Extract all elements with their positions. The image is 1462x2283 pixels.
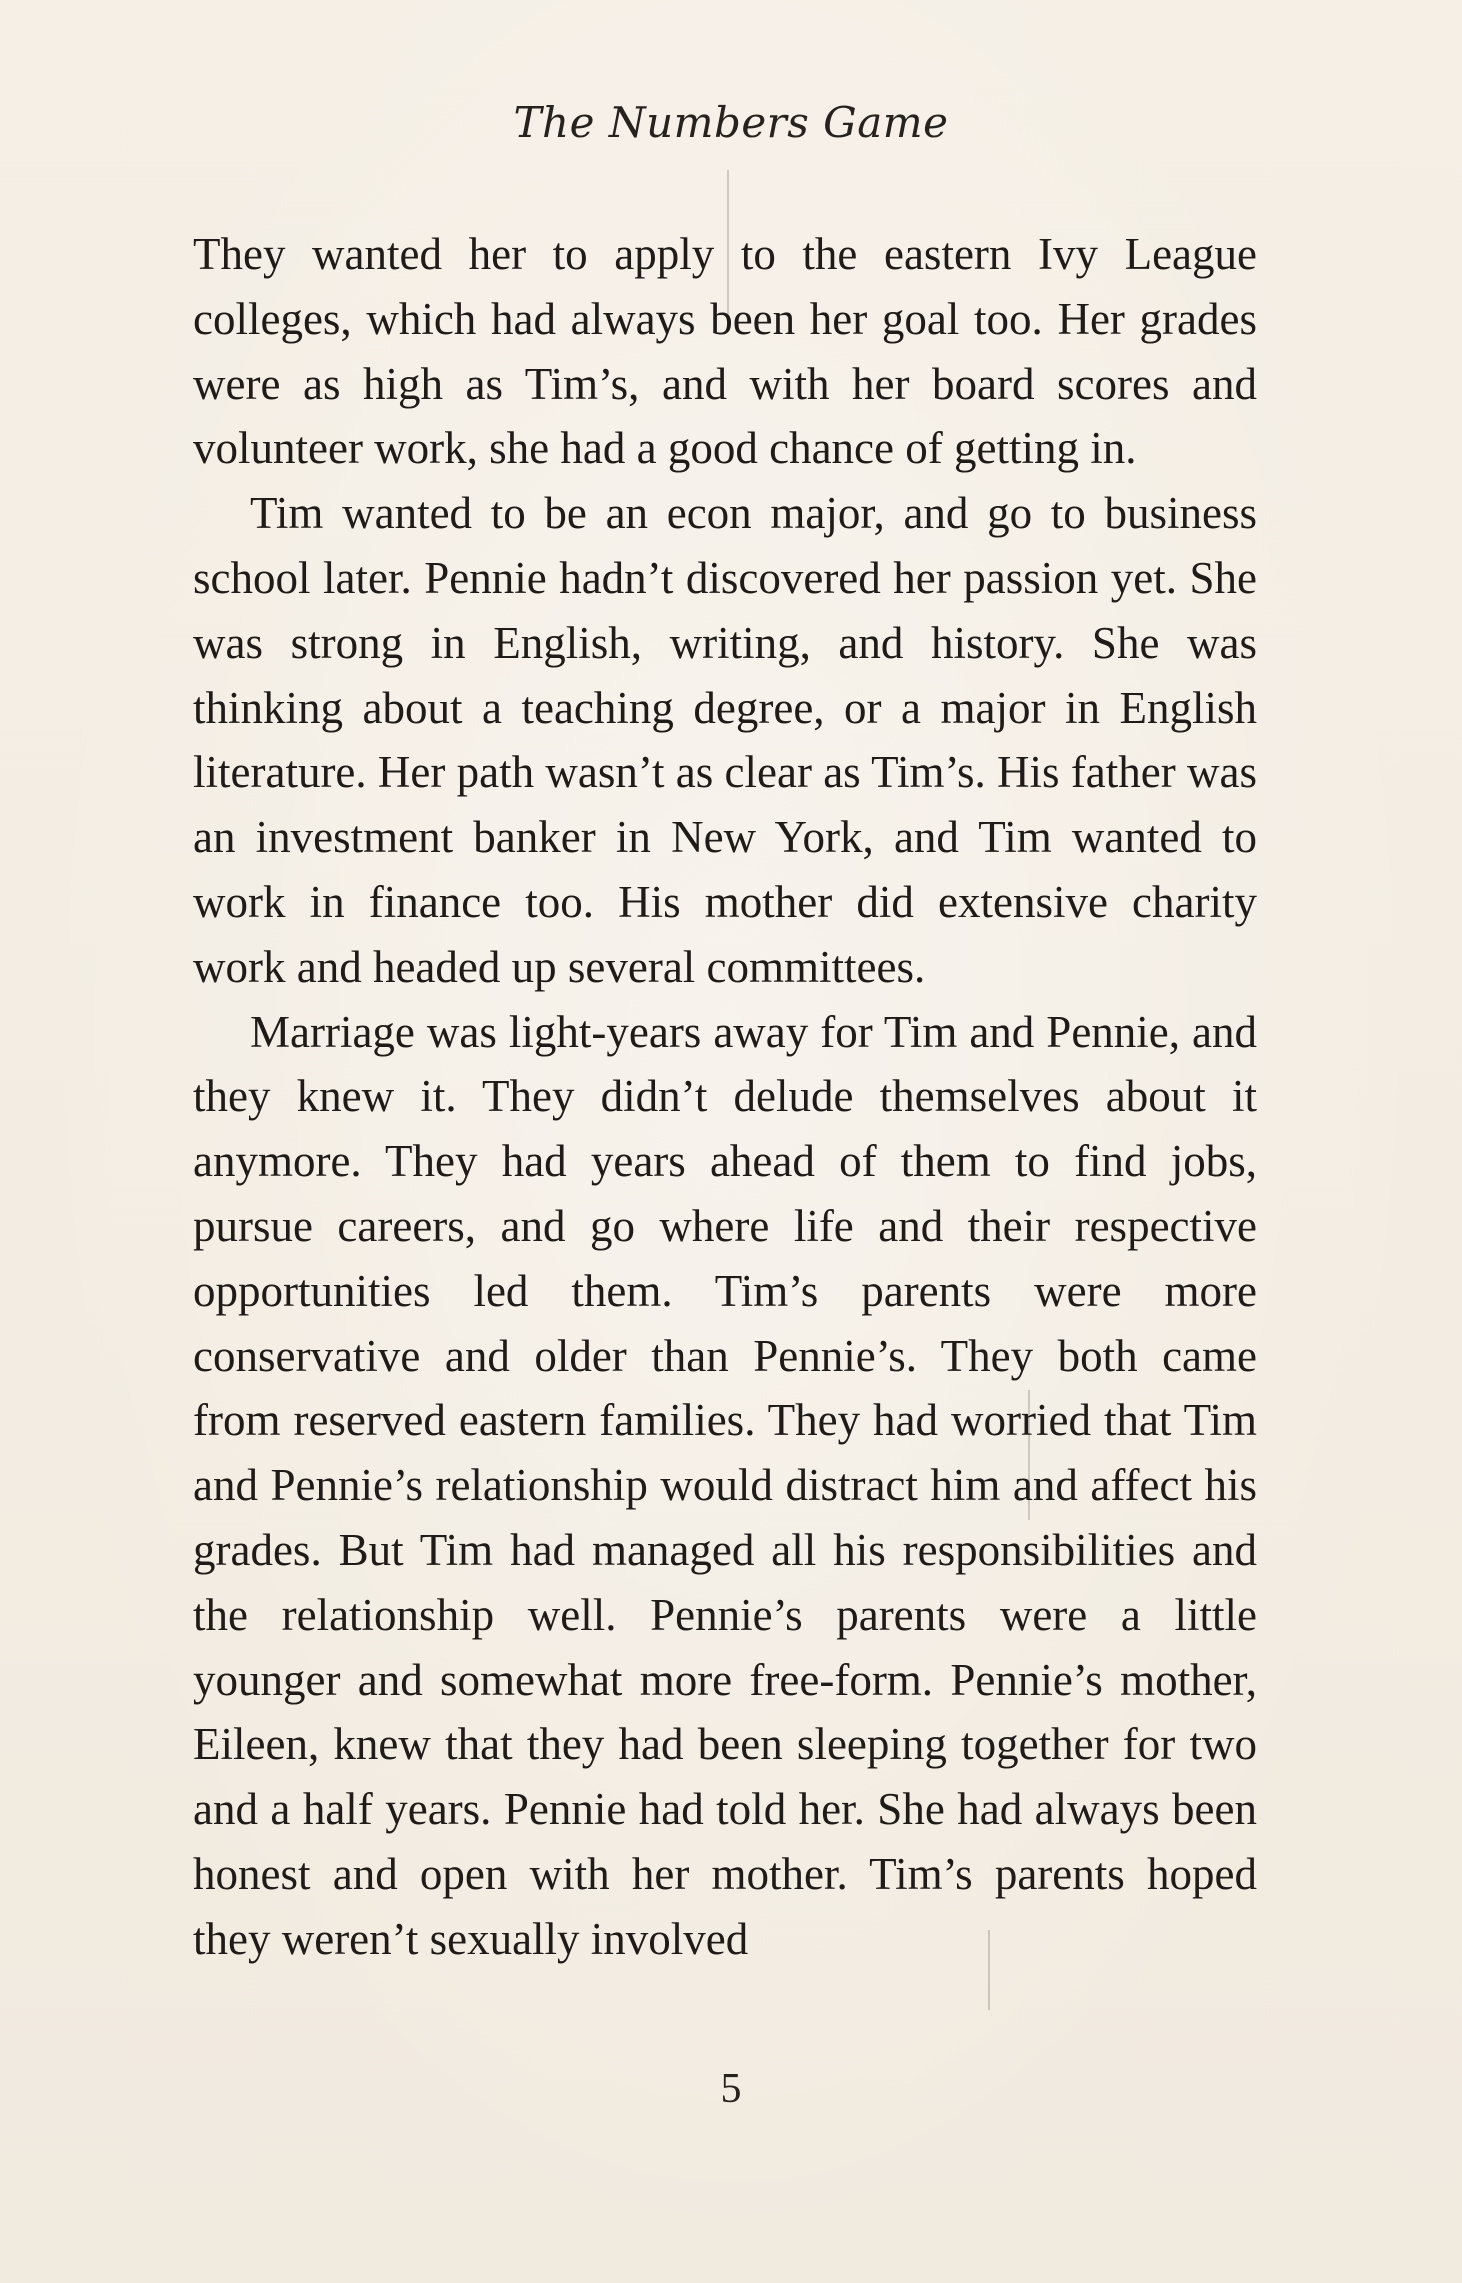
running-title: The Numbers Game — [513, 98, 949, 147]
paragraph: Marriage was light-years away for Tim and Pennie, and they knew it. They didn’t delude themselves about it anymore. They had years ahead of them to find jobs, pursue careers, and go where life and their respective opportunities led them. Tim’s parents were more conservative and older than Pennie’s. They both came from reserved eastern families. They had worried that Tim and Pennie’s relationship would distract him and affect his grades. But Tim had managed all his responsibilities and the relationship well. Pennie’s parents were a little younger and somewhat more free-form. Pennie’s mother, Eileen, knew that they had been sleeping together for two and a half years. Pennie had told her. She had always been honest and open with her mother. Tim’s parents hoped they weren’t sexually involved — [193, 1006, 1257, 1964]
body-text — [193, 222, 1257, 1972]
paragraph: They wanted her to apply to the eastern Ivy League colleges, which had always been her goal too. Her grades were as high as Tim’s, and with her board scores and volunteer work, she had a good chance of getting in. — [193, 229, 1257, 474]
paragraph: Tim wanted to be an econ major, and go to business school later. Pennie hadn’t discovered her passion yet. She was strong in English, writing, and history. She was thinking about a teaching degree, or a major in English literature. Her path wasn’t as clear as Tim’s. His father was an investment banker in New York, and Tim wanted to work in finance too. His mother did extensive charity work and headed up several committees. — [193, 488, 1257, 992]
page-number: 5 — [720, 2066, 742, 2112]
